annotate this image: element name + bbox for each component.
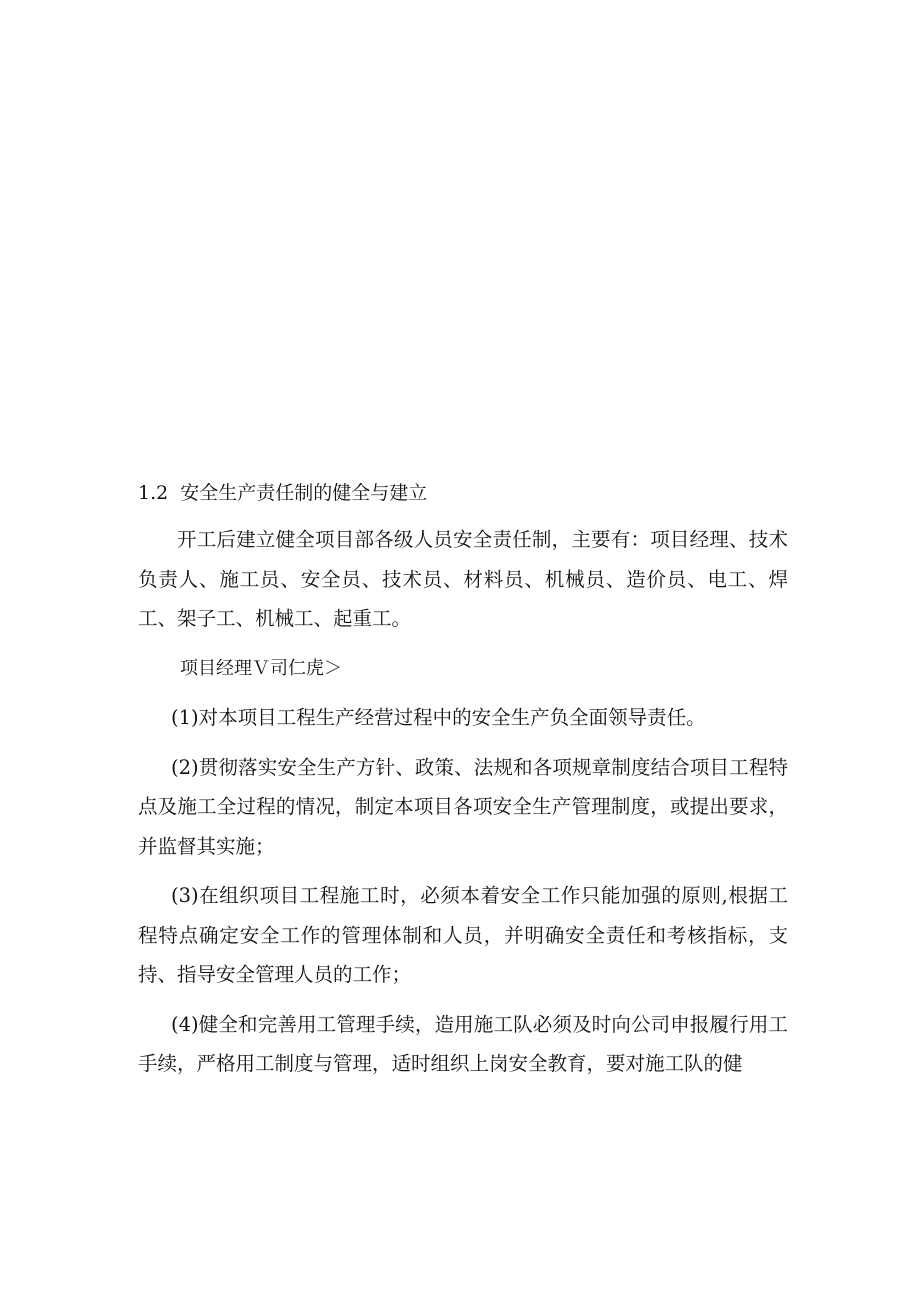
duty-item-2: (2)贯彻落实安全生产方针、政策、法规和各项规章制度结合项目工程特点及施工全过程的情况，制定本项目各项安全生产管理制度，或提出要求，并监督其实施； <box>138 755 788 858</box>
document-body <box>138 476 788 1094</box>
section-heading <box>138 476 788 510</box>
section-title: 安全生产责任制的健全与建立 <box>180 482 428 504</box>
duty-item-4: (4)健全和完善用工管理手续，造用施工队必须及时向公司申报履行用工手续，严格用工制度与管理，适时组织上岗安全教育，要对施工队的健 <box>138 1012 788 1075</box>
role-heading: 项目经理Ｖ司仁虎＞ <box>180 657 342 679</box>
section-number: 1.2 <box>138 482 169 504</box>
duty-item-3: (3)在组织项目工程施工时，必须本着安全工作只能加强的原则,根据工程特点确定安全工作的管理体制和人员，并明确安全责任和考核指标，支持、指导安全管理人员的工作； <box>138 884 788 986</box>
intro-paragraph: 开工后建立健全项目部各级人员安全责任制，主要有：项目经理、技术负责人、施工员、安全员、技术员、材料员、机械员、造价员、电工、焊工、架子工、机械工、起重工。 <box>138 528 788 630</box>
duty-item-1: (1)对本项目工程生产经营过程中的安全生产负全面领导责任。 <box>171 706 706 729</box>
